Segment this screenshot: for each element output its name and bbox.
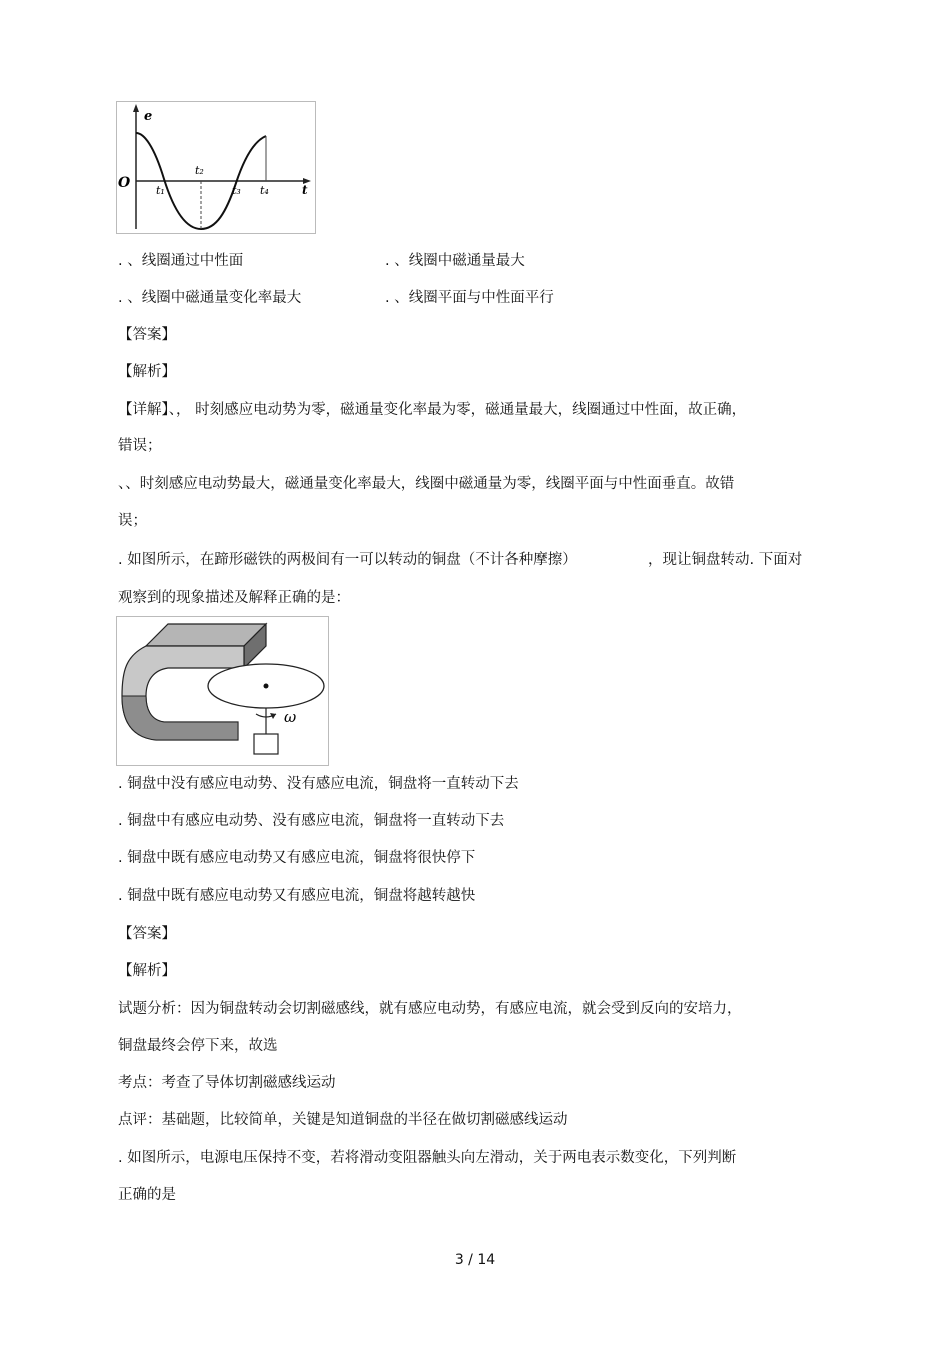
q1-option-a: . 、线圈通过中性面 [118,253,244,269]
axis-e-label: e [144,109,153,124]
t4-label: t₄ [260,184,269,197]
axis-t-label: t [302,183,308,197]
base-box [254,734,278,754]
q2-option-a: . 铜盘中没有感应电动势、没有感应电流，铜盘将一直转动下去 [118,776,519,792]
q2-option-b: . 铜盘中有感应电动势、没有感应电流，铜盘将一直转动下去 [118,813,505,829]
q1-option-d: . 、线圈平面与中性面平行 [385,290,554,306]
q1-option-c: . 、线圈中磁通量变化率最大 [118,290,302,306]
q2-option-d: . 铜盘中既有感应电动势又有感应电流，铜盘将越转越快 [118,888,476,904]
q2-answer-label: 【答案】 [118,926,176,942]
q2-stem-line-2: 观察到的现象描述及解释正确的是： [118,590,350,606]
q2-stem-line-1a: . 如图所示，在蹄形磁铁的两极间有一可以转动的铜盘（不计各种摩擦） [118,552,577,568]
q2-option-c: . 铜盘中既有感应电动势又有感应电流，铜盘将很快停下 [118,850,476,866]
q2-kaodian: 考点：考查了导体切割磁感线运动 [118,1075,336,1091]
magnet-disc-svg [116,616,329,766]
e-axis-arrow [133,104,139,112]
q2-stem-line-1b: ，现让铜盘转动. 下面对 [648,552,803,568]
q1-detail-line-1: 【详解】、， 时刻感应电动势为零，磁通量变化率最为零，磁通量最大，线圈通过中性面，故正确， [118,402,747,418]
q2-dianping: 点评：基础题，比较简单，关键是知道铜盘的半径在做切割磁感线运动 [118,1112,568,1128]
q3-stem-line-2: 正确的是 [118,1187,176,1203]
q2-analysis-line-1: 试题分析：因为铜盘转动会切割磁感线，就有感应电动势，有感应电流，就会受到反向的安培力， [118,1001,742,1017]
q1-option-b: . 、线圈中磁通量最大 [385,253,525,269]
emf-time-graph [116,101,316,234]
emf-graph-svg [116,101,316,234]
omega-label: ω [284,708,297,726]
t2-label: t₂ [195,164,204,177]
magnet-disc-figure [116,616,329,766]
q3-stem-line-1: . 如图所示，电源电压保持不变，若将滑动变阻器触头向左滑动，关于两电表示数变化，下列判断 [118,1150,737,1166]
magnet-lower-shade [122,696,238,740]
t1-label: t₁ [156,184,165,197]
page-number: 3 / 14 [454,1252,496,1268]
q2-analysis-label: 【解析】 [118,963,176,979]
q1-detail-line-4: 误； [118,513,147,529]
disc-center-axle [264,684,269,689]
q1-answer-label: 【答案】 [118,327,176,343]
origin-label: O [118,175,131,191]
q1-analysis-label: 【解析】 [118,364,176,380]
q2-analysis-line-2: 铜盘最终会停下来，故选 [118,1038,278,1054]
q1-detail-line-2: 错误； [118,438,162,454]
q1-detail-line-3: 、、时刻感应电动势最大，磁通量变化率最大，线圈中磁通量为零，线圈平面与中性面垂直。故错 [118,476,735,492]
t3-label: t₃ [232,184,241,197]
